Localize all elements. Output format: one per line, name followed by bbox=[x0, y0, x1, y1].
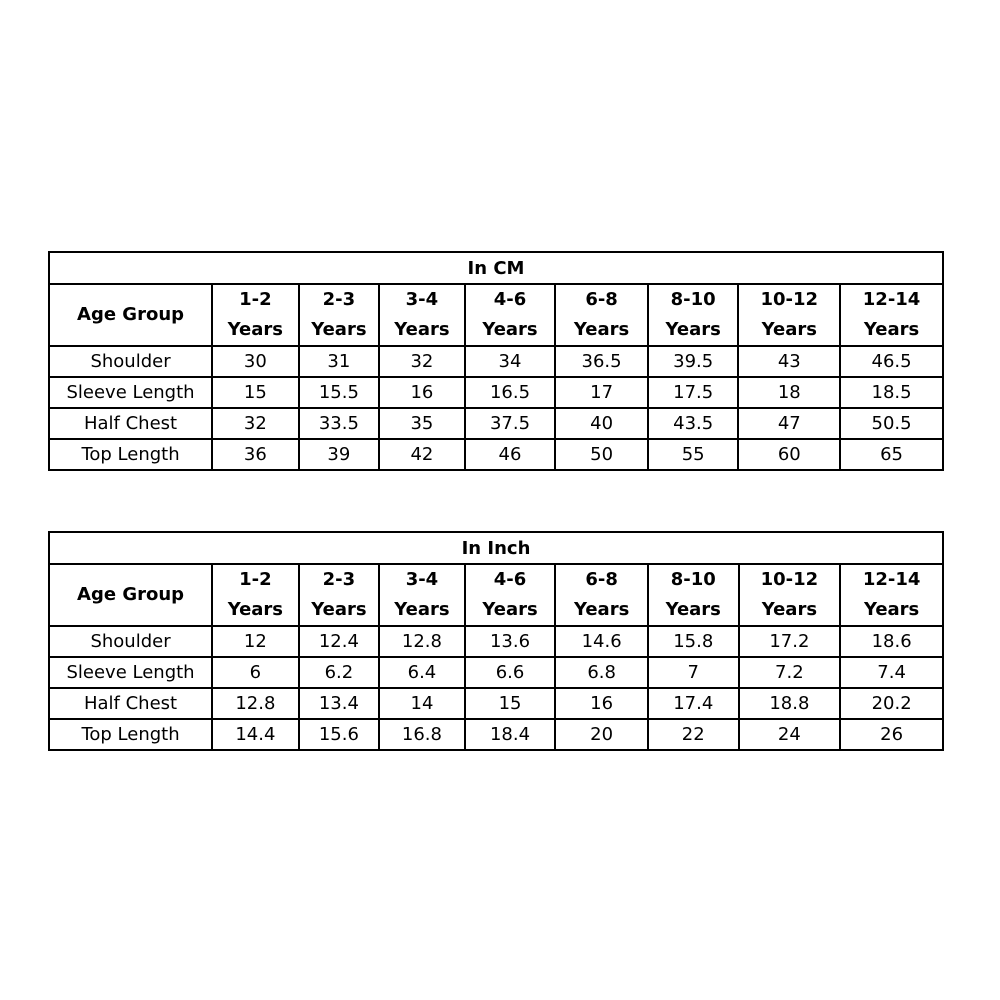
measurement-cell: 43 bbox=[738, 346, 840, 377]
age-range-label: 12-14 bbox=[862, 289, 921, 310]
measurement-cell: 39.5 bbox=[648, 346, 739, 377]
table-row bbox=[49, 346, 943, 377]
measurement-cell: 39 bbox=[299, 439, 380, 470]
measurement-cell: 7.4 bbox=[840, 657, 943, 688]
age-column-header bbox=[299, 564, 380, 626]
table-row bbox=[49, 439, 943, 470]
table-row bbox=[49, 688, 943, 719]
measurement-cell: 17.4 bbox=[648, 688, 739, 719]
table-header-row bbox=[49, 564, 943, 626]
measurement-cell: 40 bbox=[555, 408, 648, 439]
table-header-row bbox=[49, 284, 943, 346]
age-column-header bbox=[465, 564, 556, 626]
measurement-cell: 18.5 bbox=[840, 377, 943, 408]
measurement-cell: 16.8 bbox=[379, 719, 465, 750]
row-label: Shoulder bbox=[49, 626, 212, 657]
measurement-cell: 20.2 bbox=[840, 688, 943, 719]
age-column-header bbox=[648, 284, 739, 346]
measurement-cell: 6.4 bbox=[379, 657, 465, 688]
measurement-cell: 30 bbox=[212, 346, 299, 377]
age-range-label: 1-2 bbox=[239, 569, 272, 590]
age-range-label: 10-12 bbox=[760, 569, 819, 590]
age-unit-label: Years bbox=[665, 319, 721, 340]
age-unit-label: Years bbox=[761, 319, 817, 340]
measurement-cell: 12 bbox=[212, 626, 299, 657]
measurement-cell: 18.4 bbox=[465, 719, 556, 750]
measurement-cell: 7 bbox=[648, 657, 739, 688]
age-column-header bbox=[840, 564, 943, 626]
measurement-cell: 6.2 bbox=[299, 657, 380, 688]
measurement-cell: 15.8 bbox=[648, 626, 739, 657]
measurement-cell: 26 bbox=[840, 719, 943, 750]
measurement-cell: 12.4 bbox=[299, 626, 380, 657]
table-title-row bbox=[49, 532, 943, 564]
measurement-cell: 18.6 bbox=[840, 626, 943, 657]
measurement-cell: 47 bbox=[738, 408, 840, 439]
row-label: Half Chest bbox=[49, 688, 212, 719]
age-range-label: 1-2 bbox=[239, 289, 272, 310]
measurement-cell: 33.5 bbox=[299, 408, 380, 439]
measurement-cell: 50 bbox=[555, 439, 648, 470]
row-label: Half Chest bbox=[49, 408, 212, 439]
measurement-cell: 42 bbox=[379, 439, 465, 470]
size-table-cm bbox=[48, 251, 944, 471]
measurement-cell: 14.6 bbox=[555, 626, 648, 657]
table-title: In CM bbox=[49, 252, 943, 284]
measurement-cell: 12.8 bbox=[212, 688, 299, 719]
row-label: Sleeve Length bbox=[49, 657, 212, 688]
age-column-header bbox=[212, 564, 299, 626]
age-range-label: 8-10 bbox=[670, 569, 716, 590]
age-unit-label: Years bbox=[863, 599, 920, 620]
measurement-cell: 15 bbox=[465, 688, 556, 719]
measurement-cell: 20 bbox=[555, 719, 648, 750]
age-group-header: Age Group bbox=[49, 284, 212, 346]
measurement-cell: 17.2 bbox=[739, 626, 841, 657]
age-range-label: 4-6 bbox=[493, 289, 527, 310]
age-unit-label: Years bbox=[573, 319, 630, 340]
measurement-cell: 36 bbox=[212, 439, 299, 470]
age-column-header bbox=[555, 284, 648, 346]
age-unit-label: Years bbox=[761, 599, 818, 620]
age-unit-label: Years bbox=[665, 599, 721, 620]
measurement-cell: 18 bbox=[738, 377, 840, 408]
measurement-cell: 32 bbox=[212, 408, 299, 439]
age-group-header: Age Group bbox=[49, 564, 212, 626]
age-range-label: 2-3 bbox=[322, 289, 356, 310]
age-unit-label: Years bbox=[573, 599, 630, 620]
measurement-cell: 13.6 bbox=[465, 626, 556, 657]
age-unit-label: Years bbox=[311, 319, 367, 340]
measurement-cell: 46.5 bbox=[840, 346, 943, 377]
age-column-header bbox=[299, 284, 380, 346]
row-label: Top Length bbox=[49, 439, 212, 470]
measurement-cell: 15.6 bbox=[299, 719, 380, 750]
measurement-cell: 14 bbox=[379, 688, 465, 719]
measurement-cell: 12.8 bbox=[379, 626, 465, 657]
table-title: In Inch bbox=[49, 532, 943, 564]
age-unit-label: Years bbox=[311, 599, 367, 620]
measurement-cell: 6.8 bbox=[555, 657, 648, 688]
measurement-cell: 6 bbox=[212, 657, 299, 688]
measurement-cell: 17.5 bbox=[648, 377, 739, 408]
age-range-label: 4-6 bbox=[493, 569, 527, 590]
age-column-header bbox=[840, 284, 943, 346]
measurement-cell: 22 bbox=[648, 719, 739, 750]
measurement-cell: 13.4 bbox=[299, 688, 380, 719]
age-unit-label: Years bbox=[394, 319, 450, 340]
measurement-cell: 65 bbox=[840, 439, 943, 470]
age-range-label: 12-14 bbox=[862, 569, 921, 590]
measurement-cell: 16 bbox=[555, 688, 648, 719]
measurement-cell: 35 bbox=[379, 408, 465, 439]
age-column-header bbox=[648, 564, 739, 626]
measurement-cell: 43.5 bbox=[648, 408, 739, 439]
measurement-cell: 37.5 bbox=[465, 408, 556, 439]
measurement-cell: 32 bbox=[379, 346, 465, 377]
measurement-cell: 18.8 bbox=[739, 688, 841, 719]
age-unit-label: Years bbox=[482, 319, 538, 340]
age-unit-label: Years bbox=[863, 319, 920, 340]
age-range-label: 3-4 bbox=[405, 289, 439, 310]
measurement-cell: 46 bbox=[465, 439, 556, 470]
measurement-cell: 31 bbox=[299, 346, 380, 377]
row-label: Shoulder bbox=[49, 346, 212, 377]
row-label: Top Length bbox=[49, 719, 212, 750]
age-column-header bbox=[379, 564, 465, 626]
age-unit-label: Years bbox=[394, 599, 450, 620]
measurement-cell: 14.4 bbox=[212, 719, 299, 750]
table-row bbox=[49, 719, 943, 750]
age-column-header bbox=[739, 564, 841, 626]
age-column-header bbox=[555, 564, 648, 626]
measurement-cell: 17 bbox=[555, 377, 648, 408]
measurement-cell: 15 bbox=[212, 377, 299, 408]
age-range-label: 6-8 bbox=[585, 569, 618, 590]
measurement-cell: 60 bbox=[738, 439, 840, 470]
measurement-cell: 6.6 bbox=[465, 657, 556, 688]
age-unit-label: Years bbox=[227, 319, 283, 340]
age-unit-label: Years bbox=[227, 599, 284, 620]
table-row bbox=[49, 377, 943, 408]
age-range-label: 3-4 bbox=[405, 569, 439, 590]
age-unit-label: Years bbox=[482, 599, 538, 620]
row-label: Sleeve Length bbox=[49, 377, 212, 408]
measurement-cell: 15.5 bbox=[299, 377, 380, 408]
age-range-label: 6-8 bbox=[585, 289, 618, 310]
table-row bbox=[49, 408, 943, 439]
measurement-cell: 24 bbox=[739, 719, 841, 750]
age-column-header bbox=[738, 284, 840, 346]
measurement-cell: 7.2 bbox=[739, 657, 841, 688]
table-title-row bbox=[49, 252, 943, 284]
age-range-label: 10-12 bbox=[760, 289, 819, 310]
measurement-cell: 34 bbox=[465, 346, 556, 377]
age-column-header bbox=[465, 284, 556, 346]
age-column-header bbox=[212, 284, 299, 346]
measurement-cell: 36.5 bbox=[555, 346, 648, 377]
age-range-label: 8-10 bbox=[670, 289, 716, 310]
age-column-header bbox=[379, 284, 465, 346]
size-table-inch bbox=[48, 531, 944, 751]
table-row bbox=[49, 626, 943, 657]
measurement-cell: 16.5 bbox=[465, 377, 556, 408]
table-row bbox=[49, 657, 943, 688]
age-range-label: 2-3 bbox=[322, 569, 356, 590]
measurement-cell: 50.5 bbox=[840, 408, 943, 439]
measurement-cell: 16 bbox=[379, 377, 465, 408]
measurement-cell: 55 bbox=[648, 439, 739, 470]
